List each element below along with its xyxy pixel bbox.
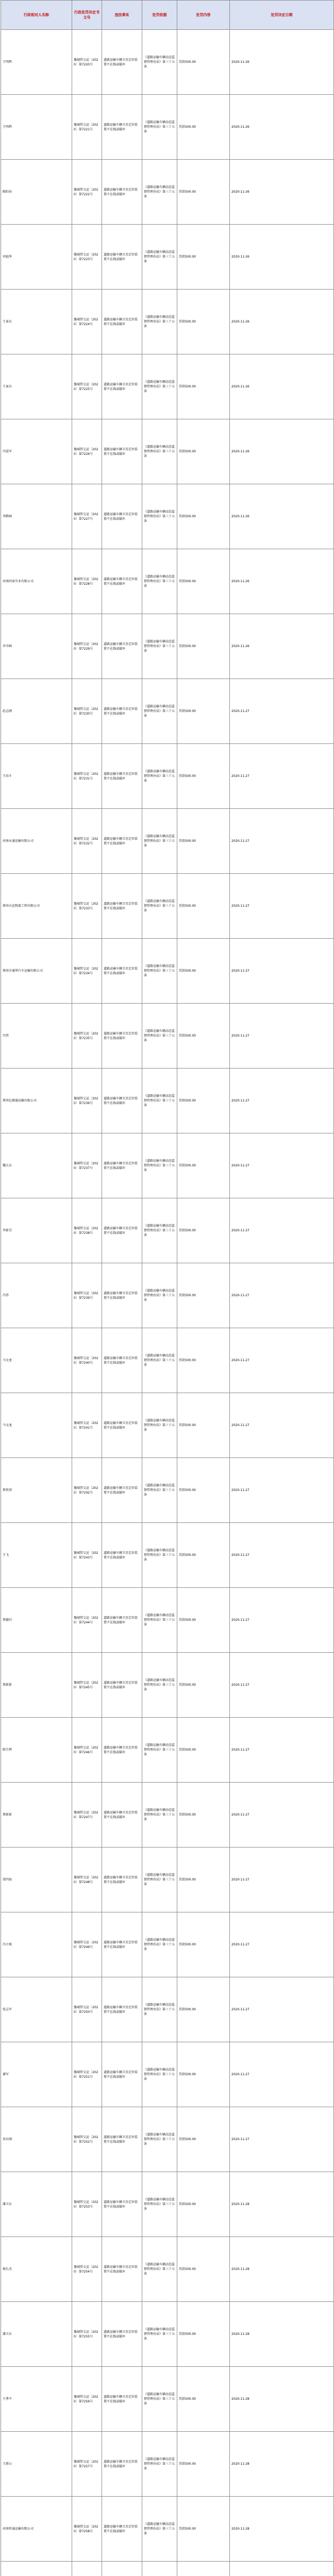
basis-cell: 《道路运输车辆动态监督管理办法》第三十五条 <box>142 1653 177 1718</box>
violation-cell: 道路运输车辆卫星定位装置不在线或破坏 <box>102 1069 142 1133</box>
party-cell: 刘福华 <box>1 225 72 290</box>
decision-date-cell: 2020-11-27 <box>230 1069 334 1133</box>
table-row <box>1 160 334 225</box>
party-cell: 陈阳春 <box>1 160 72 225</box>
table-row <box>1 1653 334 1718</box>
decision-date-cell: 2020-11-27 <box>230 874 334 939</box>
doc-number-cell: 豫城管交运〔2020〕第7227号 <box>72 484 102 549</box>
decision-date-cell: 2020-11-26 <box>230 614 334 679</box>
decision-date-cell: 2020-11-26 <box>230 30 334 95</box>
basis-cell <box>142 2562 177 2576</box>
doc-number-cell: 豫城管交运〔2020〕第7252号 <box>72 2107 102 2172</box>
table-row <box>1 1393 334 1458</box>
violation-cell: 道路运输车辆卫星定位装置不在线或破坏 <box>102 2497 142 2562</box>
doc-number-cell: 豫城管交运〔2020〕第7234号 <box>72 939 102 1004</box>
penalty-content-cell: 罚款500.00 <box>177 939 230 1004</box>
violation-cell: 道路运输车辆卫星定位装置不在线或破坏 <box>102 1393 142 1458</box>
penalty-content-cell: 罚款500.00 <box>177 1328 230 1393</box>
doc-number-cell: 豫城管交运〔2020〕第7247号 <box>72 1783 102 1848</box>
basis-cell: 《道路运输车辆动态监督管理办法》第三十五条 <box>142 1523 177 1588</box>
basis-cell: 《道路运输车辆动态监督管理办法》第三十五条 <box>142 419 177 484</box>
violation-cell: 道路运输车辆卫星定位装置不在线或破坏 <box>102 290 142 354</box>
penalty-content-cell: 罚款500.00 <box>177 874 230 939</box>
doc-number-cell: 豫城管交运〔2020〕第7253号 <box>72 2172 102 2237</box>
violation-cell: 道路运输车辆卫星定位装置不在线或破坏 <box>102 1328 142 1393</box>
violation-cell: 道路运输车辆卫星定位装置不在线或破坏 <box>102 939 142 1004</box>
decision-date-cell <box>230 2562 334 2576</box>
party-cell: 王明辉 <box>1 30 72 95</box>
party-cell: 祁东刚 <box>1 2107 72 2172</box>
penalty-content-cell: 罚款500.00 <box>177 1653 230 1718</box>
party-cell: 王飞 <box>1 1523 72 1588</box>
violation-cell: 道路运输车辆卫星定位装置不在线或破坏 <box>102 1848 142 1912</box>
table-row <box>1 744 334 809</box>
basis-cell: 《道路运输车辆动态监督管理办法》第三十五条 <box>142 95 177 160</box>
penalty-content-cell: 罚款500.00 <box>177 160 230 225</box>
table-row <box>1 1069 334 1133</box>
basis-cell: 《道路运输车辆动态监督管理办法》第三十五条 <box>142 809 177 874</box>
decision-date-cell: 2020-11-27 <box>230 1783 334 1848</box>
table-row <box>1 614 334 679</box>
table-header <box>1 1 334 30</box>
doc-number-cell: 豫城管交运〔2020〕第7221号 <box>72 95 102 160</box>
doc-number-cell: 豫城管交运〔2020〕第7224号 <box>72 290 102 354</box>
penalty-content-cell: 罚款500.00 <box>177 1588 230 1653</box>
penalty-content-cell: 罚款500.00 <box>177 2367 230 2432</box>
table-row <box>1 2432 334 2497</box>
penalty-content-cell: 罚款500.00 <box>177 1263 230 1328</box>
violation-cell: 道路运输车辆卫星定位装置不在线或破坏 <box>102 2302 142 2367</box>
party-cell: 王明辉 <box>1 95 72 160</box>
table-row <box>1 1977 334 2042</box>
violation-cell: 道路运输车辆卫星定位装置不在线或破坏 <box>102 1263 142 1328</box>
party-cell: 蔡德付 <box>1 1588 72 1653</box>
table-row <box>1 354 334 419</box>
doc-number-cell: 豫城管交运〔2020〕第7232号 <box>72 809 102 874</box>
doc-number-cell: 豫城管交运〔2020〕第7258号 <box>72 2497 102 2562</box>
decision-date-cell: 2020-11-28 <box>230 2302 334 2367</box>
violation-cell: 道路运输车辆卫星定位装置不在线或破坏 <box>102 679 142 744</box>
doc-number-cell: 豫城管交运〔2020〕第7248号 <box>72 1848 102 1912</box>
party-cell: 潘卫东 <box>1 2302 72 2367</box>
table-row <box>1 95 334 160</box>
basis-cell: 《道路运输车辆动态监督管理办法》第三十五条 <box>142 30 177 95</box>
decision-date-cell: 2020-11-27 <box>230 939 334 1004</box>
doc-number-cell: 豫城管交运〔2020〕第7237号 <box>72 1133 102 1198</box>
table-row <box>1 549 334 614</box>
penalty-content-cell: 罚款500.00 <box>177 2432 230 2497</box>
violation-cell: 道路运输车辆卫星定位装置不在线或破坏 <box>102 1718 142 1783</box>
table-row <box>1 2367 334 2432</box>
violation-cell: 道路运输车辆卫星定位装置不在线或破坏 <box>102 354 142 419</box>
penalty-content-cell: 罚款500.00 <box>177 2302 230 2367</box>
violation-cell: 道路运输车辆卫星定位装置不在线或破坏 <box>102 419 142 484</box>
table-row <box>1 1848 334 1912</box>
party-cell <box>1 2562 72 2576</box>
table-body <box>1 30 334 2576</box>
basis-cell: 《道路运输车辆动态监督管理办法》第三十五条 <box>142 2432 177 2497</box>
doc-number-cell: 豫城管交运〔2020〕第7240号 <box>72 1328 102 1393</box>
violation-cell: 道路运输车辆卫星定位装置不在线或破坏 <box>102 160 142 225</box>
basis-cell: 《道路运输车辆动态监督管理办法》第三十五条 <box>142 160 177 225</box>
penalty-content-cell: 罚款500.00 <box>177 290 230 354</box>
party-cell: 梁四海 <box>1 1848 72 1912</box>
doc-number-cell: 豫城管交运〔2020〕第7233号 <box>72 874 102 939</box>
basis-cell: 《道路运输车辆动态监督管理办法》第三十五条 <box>142 614 177 679</box>
penalty-content-cell: 罚款500.00 <box>177 1198 230 1263</box>
decision-date-cell: 2020-11-26 <box>230 484 334 549</box>
violation-cell: 道路运输车辆卫星定位装置不在线或破坏 <box>102 1458 142 1523</box>
violation-cell: 道路运输车辆卫星定位装置不在线或破坏 <box>102 30 142 95</box>
party-cell: 蔡新新 <box>1 1783 72 1848</box>
column-header-basis: 处罚依据 <box>142 1 177 30</box>
decision-date-cell: 2020-11-27 <box>230 1004 334 1069</box>
doc-number-cell: 豫城管交运〔2020〕第7243号 <box>72 1523 102 1588</box>
table-row <box>1 1263 334 1328</box>
decision-date-cell: 2020-11-27 <box>230 1198 334 1263</box>
doc-number-cell: 豫城管交运〔2020〕第7235号 <box>72 1004 102 1069</box>
violation-cell: 道路运输车辆卫星定位装置不在线或破坏 <box>102 95 142 160</box>
violation-cell: 道路运输车辆卫星定位装置不在线或破坏 <box>102 2172 142 2237</box>
penalty-content-cell: 罚款500.00 <box>177 484 230 549</box>
basis-cell: 《道路运输车辆动态监督管理办法》第三十五条 <box>142 679 177 744</box>
table-row <box>1 1458 334 1523</box>
party-cell: 李书林 <box>1 614 72 679</box>
doc-number-cell: 豫城管交运〔2020〕第7226号 <box>72 419 102 484</box>
doc-number-cell: 豫城管交运〔2020〕第7220号 <box>72 30 102 95</box>
basis-cell: 《道路运输车辆动态监督管理办法》第三十五条 <box>142 290 177 354</box>
violation-cell: 道路运输车辆卫星定位装置不在线或破坏 <box>102 1523 142 1588</box>
doc-number-cell: 豫城管交运〔2020〕第7231号 <box>72 744 102 809</box>
basis-cell: 《道路运输车辆动态监督管理办法》第三十五条 <box>142 1198 177 1263</box>
basis-cell: 《道路运输车辆动态监督管理办法》第三十五条 <box>142 1912 177 1977</box>
decision-date-cell: 2020-11-27 <box>230 1977 334 2042</box>
party-cell: 王秀平 <box>1 2367 72 2432</box>
penalty-content-cell: 罚款500.00 <box>177 614 230 679</box>
penalty-content-cell: 罚款500.00 <box>177 419 230 484</box>
violation-cell: 道路运输车辆卫星定位装置不在线或破坏 <box>102 1783 142 1848</box>
basis-cell: 《道路运输车辆动态监督管理办法》第三十五条 <box>142 1393 177 1458</box>
party-cell: 谢军 <box>1 2042 72 2107</box>
decision-date-cell: 2020-11-26 <box>230 549 334 614</box>
table-row <box>1 2562 334 2576</box>
basis-cell: 《道路运输车辆动态监督管理办法》第三十五条 <box>142 1133 177 1198</box>
basis-cell: 《道路运输车辆动态监督管理办法》第三十五条 <box>142 2042 177 2107</box>
doc-number-cell: 豫城管交运〔2020〕第7255号 <box>72 2302 102 2367</box>
table-row <box>1 484 334 549</box>
doc-number-cell: 豫城管交运〔2020〕第7242号 <box>72 1458 102 1523</box>
doc-number-cell: 豫城管交运〔2020〕第7254号 <box>72 2237 102 2302</box>
basis-cell: 《道路运输车辆动态监督管理办法》第三十五条 <box>142 484 177 549</box>
basis-cell: 《道路运输车辆动态监督管理办法》第三十五条 <box>142 2497 177 2562</box>
penalty-content-cell: 罚款500.00 <box>177 679 230 744</box>
decision-date-cell: 2020-11-28 <box>230 2432 334 2497</box>
column-header-content: 处罚内容 <box>177 1 230 30</box>
party-cell: 河南永通运输有限公司 <box>1 809 72 874</box>
decision-date-cell: 2020-11-27 <box>230 1588 334 1653</box>
violation-cell: 道路运输车辆卫星定位装置不在线或破坏 <box>102 744 142 809</box>
violation-cell: 道路运输车辆卫星定位装置不在线或破坏 <box>102 1588 142 1653</box>
table-row <box>1 419 334 484</box>
decision-date-cell: 2020-11-26 <box>230 290 334 354</box>
violation-cell: 道路运输车辆卫星定位装置不在线或破坏 <box>102 1198 142 1263</box>
decision-date-cell: 2020-11-27 <box>230 679 334 744</box>
penalty-content-cell: 罚款500.00 <box>177 1069 230 1133</box>
basis-cell: 《道路运输车辆动态监督管理办法》第三十五条 <box>142 1977 177 2042</box>
violation-cell: 道路运输车辆卫星定位装置不在线或破坏 <box>102 809 142 874</box>
violation-cell: 道路运输车辆卫星定位装置不在线或破坏 <box>102 2432 142 2497</box>
penalty-content-cell: 罚款500.00 <box>177 2497 230 2562</box>
party-cell: 郑州亿顺通运输有限公司 <box>1 1069 72 1133</box>
party-cell: 潘卫东 <box>1 2172 72 2237</box>
party-cell: 赵志刚 <box>1 679 72 744</box>
basis-cell: 《道路运输车辆动态监督管理办法》第三十五条 <box>142 1848 177 1912</box>
basis-cell: 《道路运输车辆动态监督管理办法》第三十五条 <box>142 1588 177 1653</box>
table-row <box>1 874 334 939</box>
doc-number-cell: 豫城管交运〔2020〕第7238号 <box>72 1198 102 1263</box>
party-cell: 河南同泰实业有限公司 <box>1 549 72 614</box>
penalty-content-cell: 罚款500.00 <box>177 30 230 95</box>
penalty-content-cell: 罚款500.00 <box>177 2172 230 2237</box>
penalty-content-cell: 罚款500.00 <box>177 1912 230 1977</box>
decision-date-cell: 2020-11-28 <box>230 2367 334 2432</box>
decision-date-cell: 2020-11-28 <box>230 2237 334 2302</box>
violation-cell: 道路运输车辆卫星定位装置不在线或破坏 <box>102 549 142 614</box>
basis-cell: 《道路运输车辆动态监督管理办法》第三十五条 <box>142 225 177 290</box>
table-row <box>1 2042 334 2107</box>
party-cell: 王東东 <box>1 354 72 419</box>
basis-cell: 《道路运输车辆动态监督管理办法》第三十五条 <box>142 1004 177 1069</box>
doc-number-cell: 豫城管交运〔2020〕第7250号 <box>72 1977 102 2042</box>
table-row <box>1 1133 334 1198</box>
decision-date-cell: 2020-11-27 <box>230 1393 334 1458</box>
doc-number-cell: 豫城管交运〔2020〕第7241号 <box>72 1393 102 1458</box>
decision-date-cell: 2020-11-27 <box>230 2042 334 2107</box>
decision-date-cell: 2020-11-27 <box>230 744 334 809</box>
party-cell: 马文龙 <box>1 1393 72 1458</box>
table-row <box>1 2237 334 2302</box>
penalty-content-cell: 罚款500.00 <box>177 354 230 419</box>
penalty-content-cell: 罚款500.00 <box>177 1393 230 1458</box>
party-cell: 冯爱军 <box>1 419 72 484</box>
table-row <box>1 809 334 874</box>
table-row <box>1 1523 334 1588</box>
basis-cell: 《道路运输车辆动态监督管理办法》第三十五条 <box>142 354 177 419</box>
violation-cell <box>102 2562 142 2576</box>
party-cell: 陈生辉 <box>1 1718 72 1783</box>
penalty-content-cell: 罚款500.00 <box>177 2107 230 2172</box>
party-cell: 郑铁双 <box>1 1458 72 1523</box>
doc-number-cell: 豫城管交运〔2020〕第7239号 <box>72 1263 102 1328</box>
decision-date-cell: 2020-11-27 <box>230 809 334 874</box>
decision-date-cell: 2020-11-27 <box>230 1653 334 1718</box>
penalty-content-cell: 罚款500.00 <box>177 1977 230 2042</box>
header-row <box>1 1 334 30</box>
doc-number-cell: 豫城管交运〔2020〕第7244号 <box>72 1588 102 1653</box>
decision-date-cell: 2020-11-26 <box>230 95 334 160</box>
violation-cell: 道路运输车辆卫星定位装置不在线或破坏 <box>102 1912 142 1977</box>
penalty-content-cell: 罚款500.00 <box>177 95 230 160</box>
basis-cell: 《道路运输车辆动态监督管理办法》第三十五条 <box>142 939 177 1004</box>
party-cell: 马文龙 <box>1 1328 72 1393</box>
column-header-reason: 违法事实 <box>102 1 142 30</box>
party-cell: 张志军 <box>1 1977 72 2042</box>
decision-date-cell: 2020-11-26 <box>230 419 334 484</box>
table-row <box>1 1198 334 1263</box>
violation-cell: 道路运输车辆卫星定位装置不在线或破坏 <box>102 2042 142 2107</box>
table-row <box>1 1783 334 1848</box>
basis-cell: 《道路运输车辆动态监督管理办法》第三十五条 <box>142 1458 177 1523</box>
doc-number-cell: 豫城管交运〔2020〕第7236号 <box>72 1069 102 1133</box>
column-header-doc-no: 行政处罚决定书文号 <box>72 1 102 30</box>
penalty-content-cell: 罚款500.00 <box>177 1004 230 1069</box>
penalty-content-cell: 罚款500.00 <box>177 2237 230 2302</box>
violation-cell: 道路运输车辆卫星定位装置不在线或破坏 <box>102 2367 142 2432</box>
doc-number-cell: 豫城管交运〔2020〕第7256号 <box>72 2367 102 2432</box>
decision-date-cell: 2020-11-27 <box>230 1133 334 1198</box>
table-row <box>1 2302 334 2367</box>
penalty-content-cell: 罚款500.00 <box>177 549 230 614</box>
decision-date-cell: 2020-11-27 <box>230 1458 334 1523</box>
doc-number-cell: 豫城管交运〔2020〕第7257号 <box>72 2432 102 2497</box>
basis-cell: 《道路运输车辆动态监督管理办法》第三十五条 <box>142 549 177 614</box>
basis-cell: 《道路运输车辆动态监督管理办法》第三十五条 <box>142 2107 177 2172</box>
violation-cell: 道路运输车辆卫星定位装置不在线或破坏 <box>102 484 142 549</box>
doc-number-cell: 豫城管交运〔2020〕第7223号 <box>72 225 102 290</box>
party-cell: 魏大东 <box>1 1133 72 1198</box>
basis-cell: 《道路运输车辆动态监督管理办法》第三十五条 <box>142 874 177 939</box>
party-cell: 王春斗 <box>1 744 72 809</box>
table-row <box>1 30 334 95</box>
penalty-content-cell: 罚款500.00 <box>177 744 230 809</box>
basis-cell: 《道路运输车辆动态监督管理办法》第三十五条 <box>142 2172 177 2237</box>
penalty-content-cell: 罚款500.00 <box>177 1523 230 1588</box>
basis-cell: 《道路运输车辆动态监督管理办法》第三十五条 <box>142 2302 177 2367</box>
penalty-content-cell <box>177 2562 230 2576</box>
table-row <box>1 1588 334 1653</box>
penalty-content-cell: 罚款500.00 <box>177 1133 230 1198</box>
party-cell: 杨长杰 <box>1 2237 72 2302</box>
party-cell: 河南恒通运输有限公司 <box>1 2497 72 2562</box>
violation-cell: 道路运输车辆卫星定位装置不在线或破坏 <box>102 874 142 939</box>
penalty-table <box>1 0 334 2576</box>
party-cell: 冯伟 <box>1 1263 72 1328</box>
doc-number-cell <box>72 2562 102 2576</box>
penalty-content-cell: 罚款500.00 <box>177 1848 230 1912</box>
table-row <box>1 1718 334 1783</box>
violation-cell: 道路运输车辆卫星定位装置不在线或破坏 <box>102 614 142 679</box>
doc-number-cell: 豫城管交运〔2020〕第7251号 <box>72 2042 102 2107</box>
party-cell: 冯伟 <box>1 1004 72 1069</box>
party-cell: 蔡新新 <box>1 1653 72 1718</box>
decision-date-cell: 2020-11-27 <box>230 1523 334 1588</box>
decision-date-cell: 2020-11-27 <box>230 1718 334 1783</box>
decision-date-cell: 2020-11-27 <box>230 1912 334 1977</box>
table-row <box>1 225 334 290</box>
penalty-content-cell: 罚款500.00 <box>177 1783 230 1848</box>
basis-cell: 《道路运输车辆动态监督管理办法》第三十五条 <box>142 1718 177 1783</box>
doc-number-cell: 豫城管交运〔2020〕第7225号 <box>72 354 102 419</box>
table-row <box>1 939 334 1004</box>
penalty-content-cell: 罚款500.00 <box>177 2042 230 2107</box>
table-row <box>1 1004 334 1069</box>
penalty-content-cell: 罚款500.00 <box>177 1718 230 1783</box>
basis-cell: 《道路运输车辆动态监督管理办法》第三十五条 <box>142 1263 177 1328</box>
basis-cell: 《道路运输车辆动态监督管理办法》第三十五条 <box>142 744 177 809</box>
table-row <box>1 2107 334 2172</box>
decision-date-cell: 2020-11-27 <box>230 1263 334 1328</box>
doc-number-cell: 豫城管交运〔2020〕第7228号 <box>72 549 102 614</box>
decision-date-cell: 2020-11-26 <box>230 160 334 225</box>
decision-date-cell: 2020-11-26 <box>230 225 334 290</box>
penalty-content-cell: 罚款500.00 <box>177 1458 230 1523</box>
decision-date-cell: 2020-11-27 <box>230 1328 334 1393</box>
decision-date-cell: 2020-11-28 <box>230 2497 334 2562</box>
party-cell: 冯立坡 <box>1 1912 72 1977</box>
violation-cell: 道路运输车辆卫星定位装置不在线或破坏 <box>102 225 142 290</box>
doc-number-cell: 豫城管交运〔2020〕第7229号 <box>72 614 102 679</box>
party-cell: 王東东 <box>1 290 72 354</box>
table-row <box>1 1912 334 1977</box>
decision-date-cell: 2020-11-27 <box>230 1848 334 1912</box>
doc-number-cell: 豫城管交运〔2020〕第7230号 <box>72 679 102 744</box>
basis-cell: 《道路运输车辆动态监督管理办法》第三十五条 <box>142 1783 177 1848</box>
violation-cell: 道路运输车辆卫星定位装置不在线或破坏 <box>102 1977 142 2042</box>
party-cell: 李新青 <box>1 1198 72 1263</box>
table-row <box>1 290 334 354</box>
doc-number-cell: 豫城管交运〔2020〕第7222号 <box>72 160 102 225</box>
doc-number-cell: 豫城管交运〔2020〕第7245号 <box>72 1653 102 1718</box>
violation-cell: 道路运输车辆卫星定位装置不在线或破坏 <box>102 1004 142 1069</box>
column-header-date: 处罚决定日期 <box>230 1 334 30</box>
violation-cell: 道路运输车辆卫星定位装置不在线或破坏 <box>102 2107 142 2172</box>
decision-date-cell: 2020-11-28 <box>230 2172 334 2237</box>
basis-cell: 《道路运输车辆动态监督管理办法》第三十五条 <box>142 2367 177 2432</box>
decision-date-cell: 2020-11-27 <box>230 2107 334 2172</box>
party-cell: 郑州市通华汽车运输有限公司 <box>1 939 72 1004</box>
doc-number-cell: 豫城管交运〔2020〕第7249号 <box>72 1912 102 1977</box>
table-row <box>1 2172 334 2237</box>
doc-number-cell: 豫城管交运〔2020〕第7246号 <box>72 1718 102 1783</box>
basis-cell: 《道路运输车辆动态监督管理办法》第三十五条 <box>142 1069 177 1133</box>
penalty-content-cell: 罚款500.00 <box>177 225 230 290</box>
table-row <box>1 1328 334 1393</box>
party-cell: 王新山 <box>1 2432 72 2497</box>
table-row <box>1 2497 334 2562</box>
violation-cell: 道路运输车辆卫星定位装置不在线或破坏 <box>102 2237 142 2302</box>
violation-cell: 道路运输车辆卫星定位装置不在线或破坏 <box>102 1133 142 1198</box>
basis-cell: 《道路运输车辆动态监督管理办法》第三十五条 <box>142 1328 177 1393</box>
column-header-party: 行政相对人名称 <box>1 1 72 30</box>
table-row <box>1 679 334 744</box>
penalty-content-cell: 罚款500.00 <box>177 809 230 874</box>
party-cell: 郑州天运物流工程有限公司 <box>1 874 72 939</box>
basis-cell: 《道路运输车辆动态监督管理办法》第三十五条 <box>142 2237 177 2302</box>
party-cell: 李腾林 <box>1 484 72 549</box>
decision-date-cell: 2020-11-26 <box>230 354 334 419</box>
violation-cell: 道路运输车辆卫星定位装置不在线或破坏 <box>102 1653 142 1718</box>
